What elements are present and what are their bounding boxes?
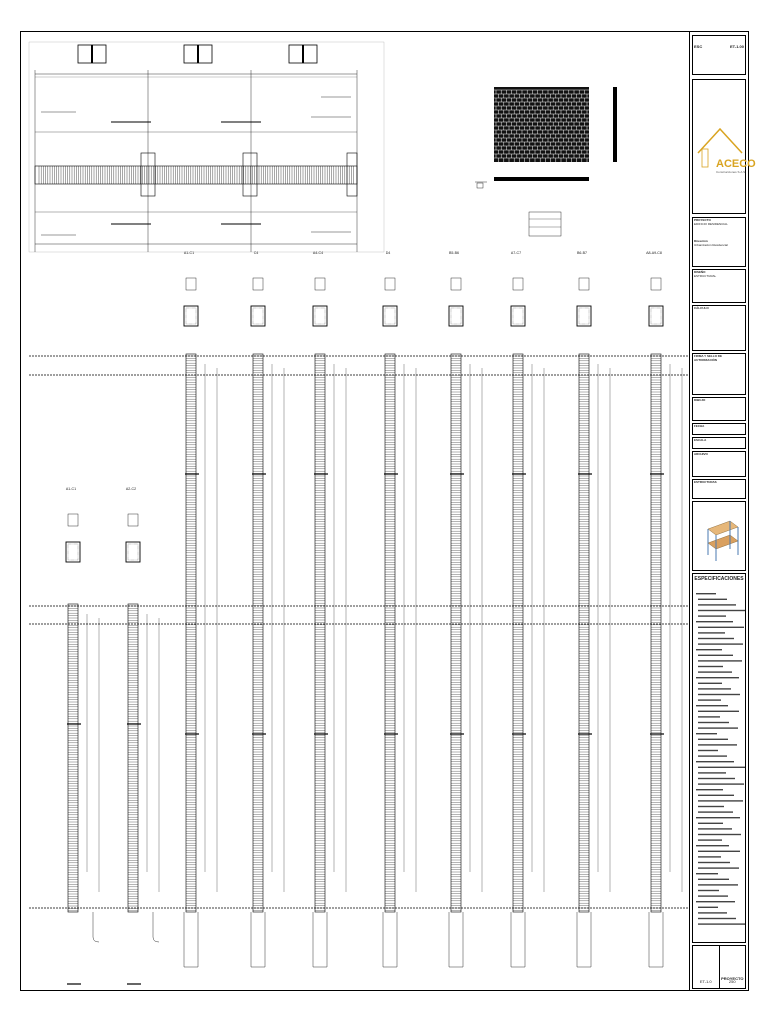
logo-subtitle: Construcciones S.A.S. (716, 170, 747, 174)
direccion-label: Dirección (694, 239, 708, 244)
column-a1-c1 (184, 251, 217, 912)
beam-elevation-detail (29, 42, 384, 252)
logo-text: ACECO (716, 158, 756, 170)
column-label: C4 (253, 251, 259, 255)
dibujo-label: DIBUJO (694, 398, 706, 402)
column-a1-c1 (66, 487, 99, 984)
structural-drawing (21, 32, 691, 990)
escala-label: ESCALA (694, 438, 707, 442)
proyecto-bottom-value: 250 (728, 979, 736, 985)
direccion-value: Urbanización Residencial (694, 242, 728, 247)
column-label: A8-A9-C8 (646, 251, 662, 255)
column-a7-c7 (511, 251, 544, 912)
slab-section-detail (475, 87, 617, 236)
column-label: A1-C1 (183, 251, 195, 255)
estructuras-cell (692, 479, 746, 499)
3d-view-cell (692, 501, 746, 571)
firma-label: FIRMA Y SELLO DE AUTORIZACIÓN (694, 354, 722, 362)
column-label: A1-C1 (65, 487, 77, 491)
lower-column-elevations (66, 487, 159, 984)
company-logo (694, 81, 756, 211)
firma-cell (692, 353, 746, 395)
specifications-cell (692, 573, 746, 943)
column-b6-b7 (577, 251, 610, 912)
diseno-value: ESTRUCTURAL (694, 273, 717, 278)
column-label: B6-B7 (577, 251, 587, 255)
sheet-code-top-right: ET-1.00 (729, 44, 744, 49)
column-label: D4 (385, 251, 391, 255)
column-elevations (184, 251, 682, 967)
3d-structure-thumbnail (694, 503, 746, 569)
column-a8-a9-c8 (646, 251, 682, 912)
estructuras-label: ESTRUCTURAS (694, 480, 717, 484)
column-label: A7-C7 (510, 251, 522, 255)
sheet-number-cell (692, 945, 746, 989)
column-label: A4-C4 (312, 251, 324, 255)
specs-title: ESPECIFICACIONES (694, 576, 744, 582)
column-label: A2-C2 (125, 487, 137, 491)
dibujo-cell (692, 397, 746, 421)
column-c4 (251, 251, 284, 912)
escala-cell (692, 437, 746, 449)
fecha-label: FECHA (694, 424, 705, 428)
proyecto-value: EDIFICIO RESIDENCIAL (694, 221, 728, 226)
column-label: B5-B6 (449, 251, 459, 255)
fecha-cell (692, 423, 746, 435)
archivo-label: ARCHIVO (694, 452, 708, 456)
column-a2-c2 (126, 487, 159, 984)
proyecto-bottom-label: PROYECTO (721, 975, 744, 981)
diseno-cell (692, 269, 746, 303)
sheet-number-left: ET-1.0 (693, 946, 720, 988)
archivo-cell (692, 451, 746, 477)
column-a4-c4 (313, 251, 346, 912)
column-d4 (383, 251, 416, 912)
proyecto-cell (692, 217, 746, 267)
specifications-text-lines (694, 585, 746, 935)
proyecto-label: PROYECTO (694, 218, 711, 222)
column-b5-b6 (449, 251, 482, 912)
sheet-code-cell (692, 35, 746, 75)
calculo-label: CÁLCULO (694, 306, 709, 310)
sheet-code-top: ESC (694, 44, 703, 49)
logo-cell (692, 79, 756, 214)
title-block (689, 31, 756, 991)
diseno-label: DISEÑO (694, 270, 706, 274)
calculo-cell (692, 305, 746, 351)
drawing-sheet (20, 31, 749, 991)
